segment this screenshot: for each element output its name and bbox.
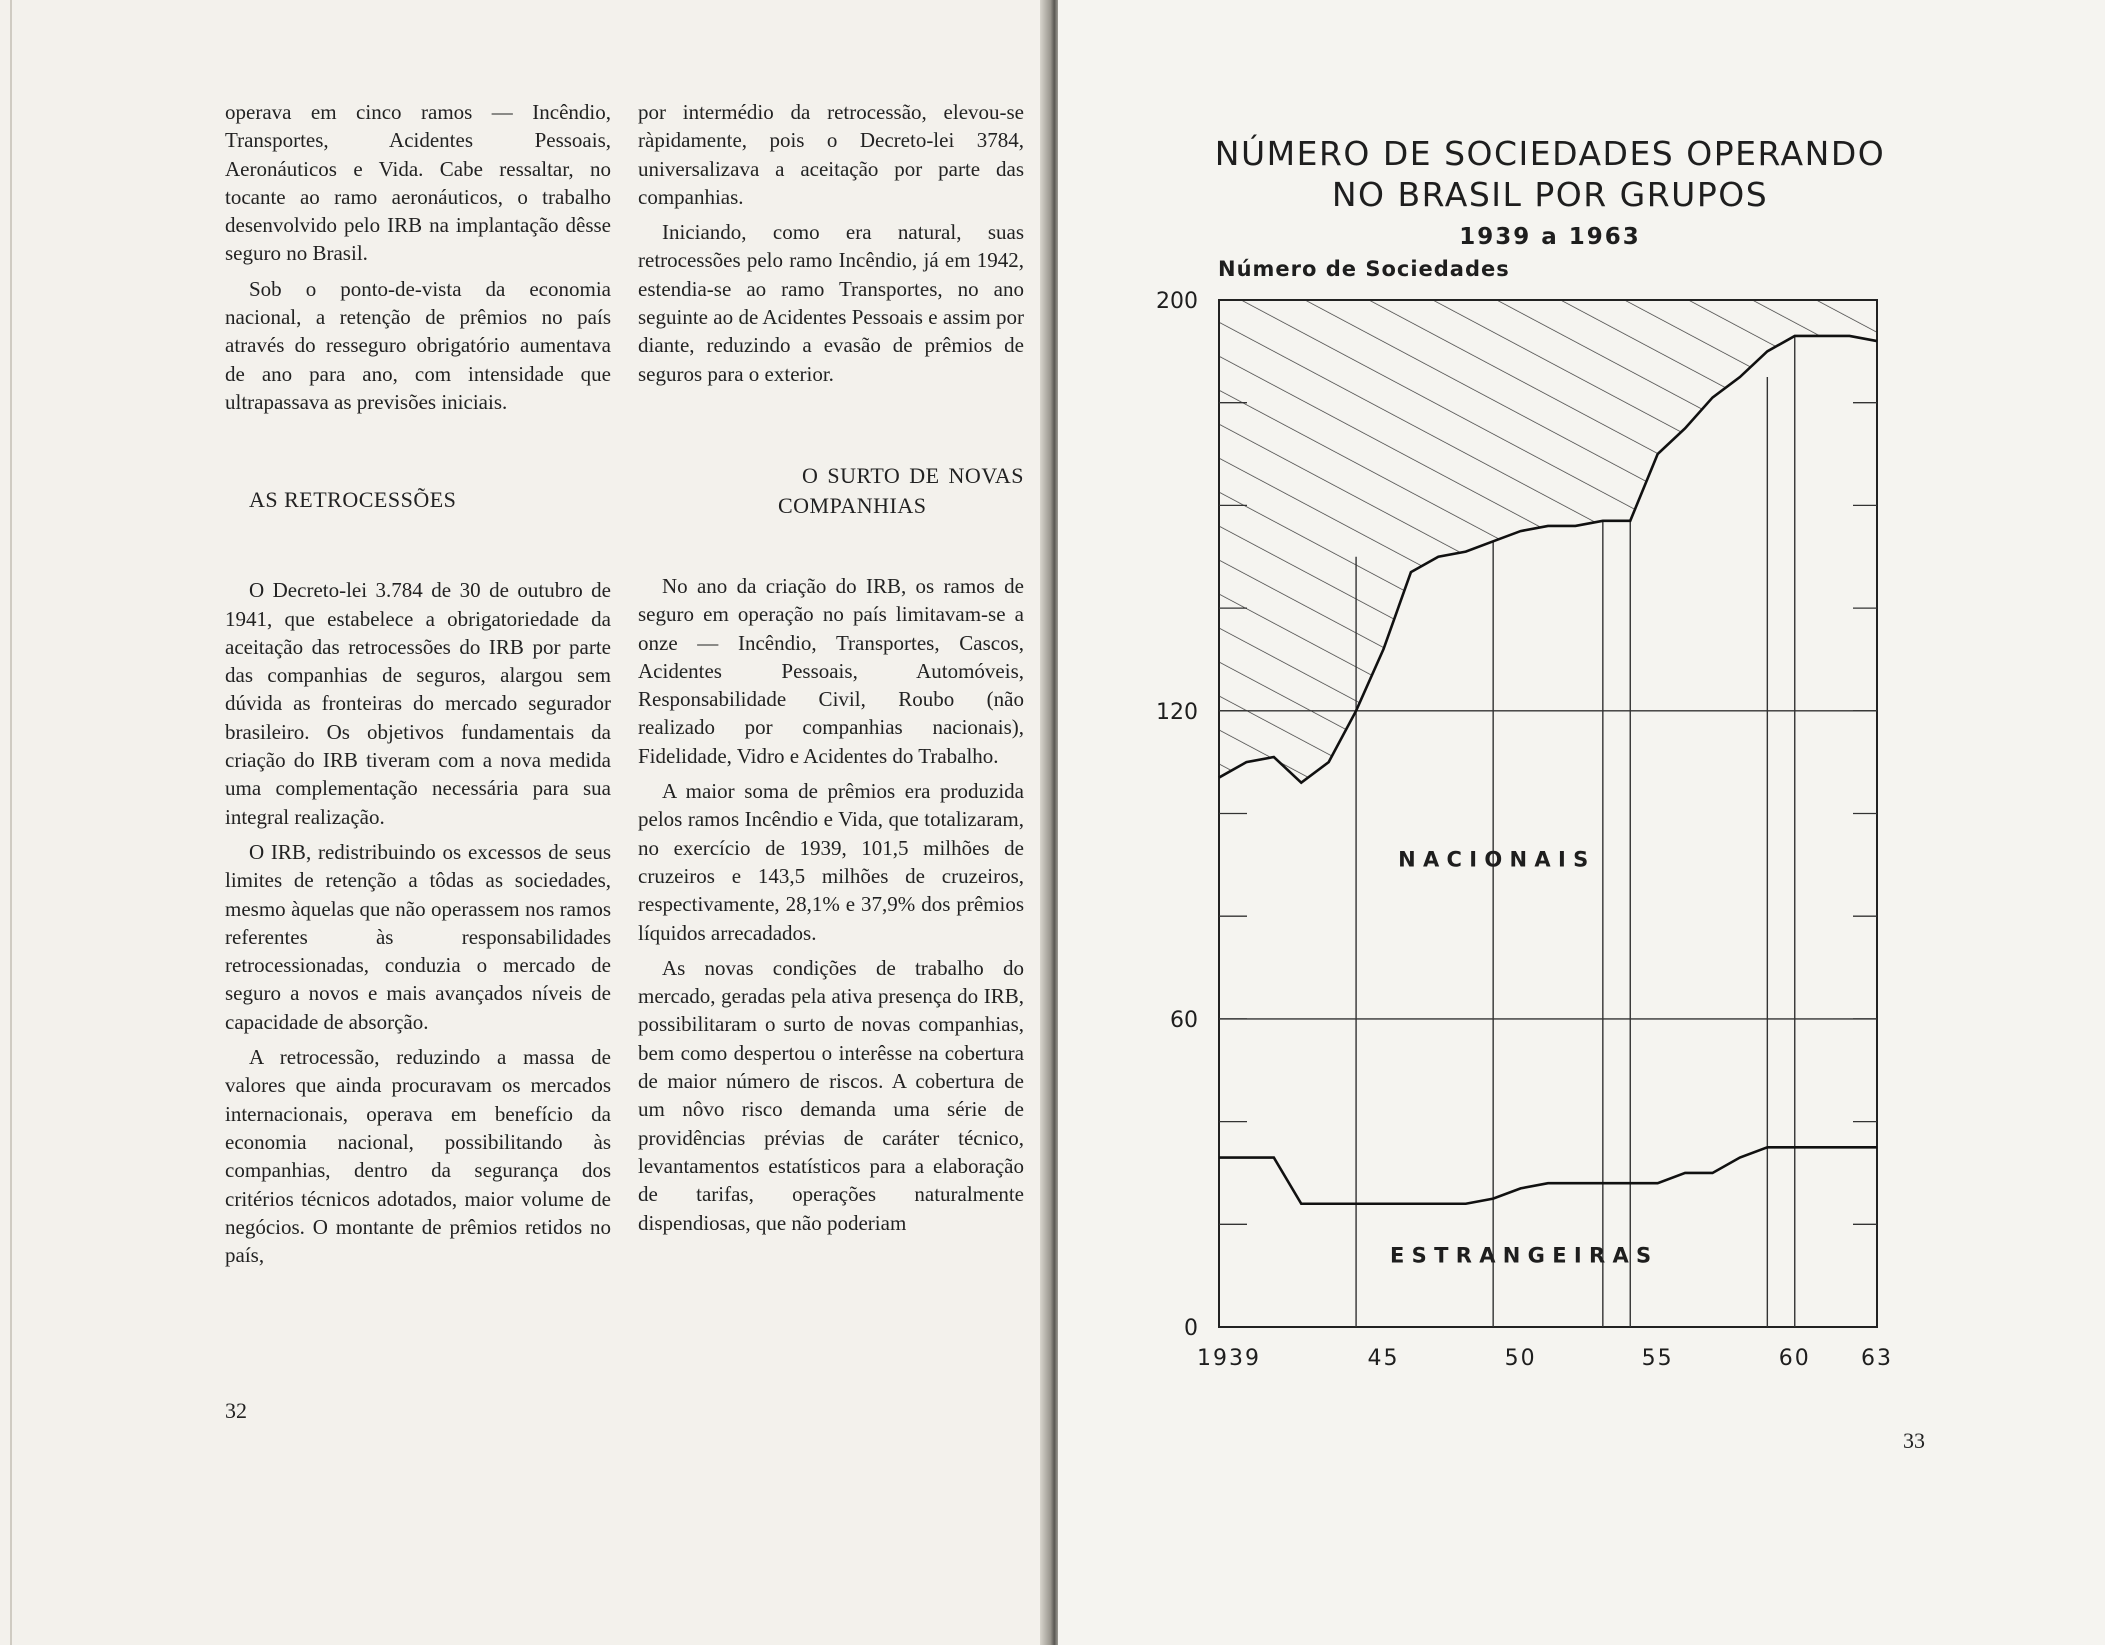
paragraph-intermedio: por intermédio da retrocessão, elevou-se ràpidamente, pois o Decreto-lei 3784, universalizava a aceitação por parte das companhias. [638, 100, 1024, 209]
heading-surto: O SURTO DE NOVAS COMPANHIAS [778, 462, 1024, 518]
paragraph-maior: A maior soma de prêmios era produzida pelos ramos Incêndio e Vida, que totalizaram, no exercício de 1939, 101,5 milhões de cruzeiros e 143,5 milhões de cruzeiros, respectivamente, 28,1% e 37,9% dos prêmios líquidos arrecadados. [638, 779, 1024, 945]
paragraph-retrocessao: A retrocessão, reduzindo a massa de valores que ainda procuravam os mercados internacionais, operava em benefício da economia nacional, possibilitando às companhias, dentro da segurança dos critérios técnicos adotados, maior volume de negócios. O montante de prêmios retidos no país, [225, 1045, 611, 1268]
left-column-2 [638, 98, 1024, 1244]
nacionais-label: N A C I O N A I S [1398, 847, 1589, 872]
x-tick-label-60: 60 [1778, 1346, 1811, 1371]
x-tick-label-1939: 1939 [1197, 1346, 1261, 1371]
paragraph-iniciando: Iniciando, como era natural, suas retrocessões pelo ramo Incêndio, já em 1942, estendia-se ao ramo Transportes, no ano seguinte ao de Acidentes Pessoais e assim por diante, reduzindo a evasão de prêmios de seguros para o exterior. [638, 220, 1024, 386]
page-number-right: 33 [1903, 1428, 1925, 1453]
paragraph-novas: As novas condições de trabalho do mercado, geradas pela ativa presença do IRB, possibilitaram o surto de novas companhias, bem como despertou o interêsse na cobertura de maior número de riscos. A cobertura de um nôvo risco demanda uma série de providências prévias de caráter técnico, levantamentos estatísticos para a elaboração de tarifas, operações naturalmente dispendiosas, que não poderiam [638, 955, 1024, 1235]
paragraph-economia: Sob o ponto-de-vista da economia nacional, a retenção de prêmios no país através do resseguro obrigatório aumentava de ano para ano, com intensidade que ultrapassava as previsões iniciais. [225, 276, 611, 414]
paragraph-ano: No ano da criação do IRB, os ramos de seguro em operação no país limitavam-se a onze — Incêndio, Transportes, Cascos, Acidentes Pessoais, Automóveis, Responsabilidade Civil, Roubo (não realizado por companhias nacionais), Fidelidade, Vidro e Acidentes do Trabalho. [638, 573, 1024, 768]
paragraph-irb: O IRB, redistribuindo os excessos de seus limites de retenção a tôdas as sociedades, mesmo àquelas que não operassem nos ramos referentes às responsabilidades retrocessionadas, conduzia o mercado de seguro a novos e mais avançados níveis de capacidade de absorção. [225, 839, 611, 1034]
chart-subtitle: NO BRASIL POR GRUPOS [1331, 175, 1769, 214]
paragraph-decreto: O Decreto-lei 3.784 de 30 de outubro de 1941, que estabelece a obrigatoriedade da aceitação das retrocessões do IRB por parte das companhias de seguros, alargou sem dúvida as fronteiras do mercado segurador brasileiro. Os objetivos fundamentais da criação do IRB tiveram com a nova medida uma complementação necessária para sua integral realização. [225, 578, 611, 829]
estrangeiras-line [1219, 1147, 1877, 1203]
x-tick-label-55: 55 [1641, 1346, 1674, 1371]
heading-retrocessoes: AS RETROCESSÕES [249, 487, 457, 513]
x-tick-label-63: 63 [1861, 1346, 1893, 1371]
y-tick-label-0: 0 [1184, 1316, 1198, 1341]
y-tick-label-200: 200 [1156, 289, 1198, 314]
page-number-left: 32 [225, 1398, 247, 1423]
page-edge-line [10, 0, 12, 1645]
y-tick-label-120: 120 [1156, 699, 1198, 725]
left-column-1 [225, 98, 611, 1276]
chart-period: 1939 a 1963 [1459, 224, 1641, 250]
x-tick-label-50: 50 [1504, 1346, 1537, 1371]
societies-chart [1120, 270, 1900, 1380]
chart-title: NÚMERO DE SOCIEDADES OPERANDO [1214, 134, 1886, 173]
paragraph-intro: operava em cinco ramos — Incêndio, Transportes, Acidentes Pessoais, Aeronáuticos e Vida. Cabe ressaltar, no tocante ao ramo aeronáuticos, o trabalho desenvolvido pelo IRB na implantação dêsse seguro no Brasil. [225, 100, 611, 266]
left-page [0, 0, 1052, 1645]
x-tick-label-45: 45 [1367, 1346, 1400, 1371]
y-axis-title: Número de Sociedades [1218, 257, 1510, 281]
estrangeiras-label: E S T R A N G E I R A S [1389, 1243, 1652, 1268]
y-tick-label-60: 60 [1170, 1007, 1198, 1033]
